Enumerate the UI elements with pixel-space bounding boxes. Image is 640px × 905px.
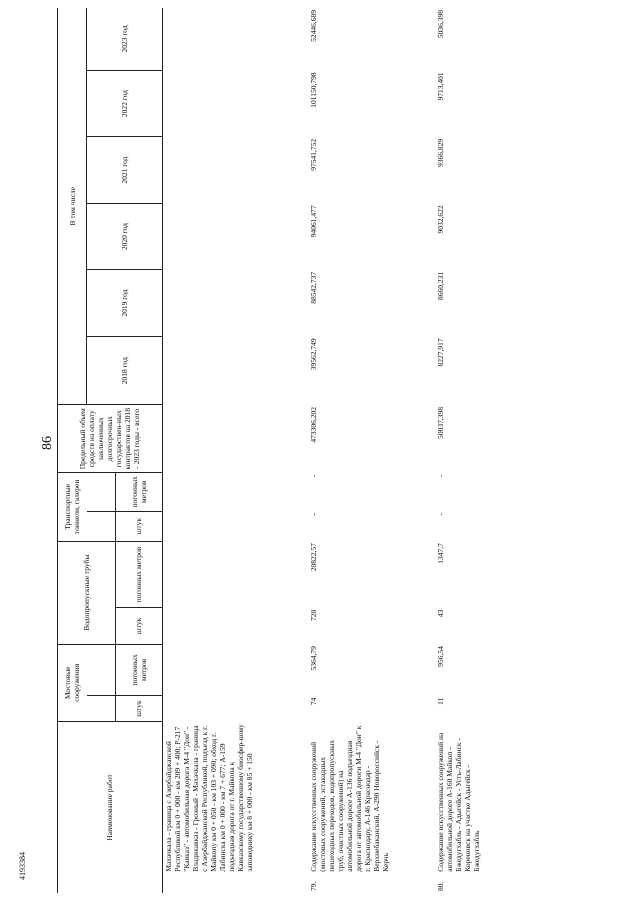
cell-2021: 97541,752: [308, 138, 318, 171]
header-year-2019: 2019 год: [87, 270, 163, 337]
cell-2019: [162, 270, 308, 337]
table-row: [308, 8, 435, 893]
cell-tunnels-lm: -: [435, 474, 445, 478]
cell-2020: 94061,477: [308, 205, 318, 238]
header-incl: В том числе: [58, 8, 87, 405]
header-year-2020: 2020 год: [87, 203, 163, 270]
cell-2021: 9366,829: [435, 138, 445, 167]
page-number: 86: [40, 436, 55, 450]
cell-2022: [162, 70, 308, 137]
cell-2018: 39562,749: [308, 338, 318, 371]
header-culverts: Водопропускные трубы: [58, 541, 116, 644]
cell-total: 50037,398: [435, 406, 445, 439]
header-bridges-lm: погонных метров: [115, 644, 162, 696]
cell-culverts-lm: [162, 541, 308, 608]
header-tunnels-pcs: штук: [115, 511, 162, 541]
header-name-col: Наименование работ: [58, 721, 163, 893]
cell-2021: [162, 137, 308, 204]
cell-2018: [162, 336, 308, 405]
cell-2023: [162, 8, 308, 70]
table-row: [162, 8, 308, 893]
cell-bridges-pcs: 74: [308, 697, 318, 706]
cell-bridges-pcs: 11: [435, 697, 445, 705]
header-tunnels-lm: погонных метров: [115, 473, 162, 512]
header-year-2021: 2021 год: [87, 137, 163, 204]
cell-culverts-pcs: [162, 608, 308, 644]
cell-2022: 9713,401: [435, 72, 445, 101]
header-tunnels: Транспортные тоннели, галереи: [58, 473, 87, 542]
row-name: Содержание искусственных сооружений на автомобильной дороге А-160 Майкоп - Бжедугхабль - Адыгейск - Усть-Лабинск - Кореновск на участке Адыгейск - Бжедугхабль: [435, 732, 481, 872]
header-bridges-pcs: штук: [115, 696, 162, 722]
header-bridges: Мостовые сооружения: [58, 644, 87, 721]
cell-2019: 88542,737: [308, 271, 318, 304]
header-year-2023: 2023 год: [87, 8, 163, 70]
cell-tunnels-pcs: [162, 511, 308, 541]
cell-bridges-lm: 956,54: [435, 646, 445, 667]
cell-culverts-lm: 1347,7: [435, 543, 445, 564]
row-number: [162, 874, 308, 893]
row-name: Содержание искусственных сооружений (мостовых сооружений, эстакадных пешеходных переходов, водопропускных труб, очистных сооружений) на автомобильной дороге А-136 подъездная дорога от автомобильной дороги М-4 "Дон" к г. Краснодару, А-146 Краснодар - Верхнебаканский, А-290 Новороссийск - Керчь: [308, 725, 390, 872]
cell-culverts-lm: 20822,57: [308, 543, 318, 572]
works-table: [57, 8, 522, 893]
header-culverts-lm: погонных метров: [115, 541, 162, 608]
cell-tunnels-lm: -: [308, 474, 318, 478]
row-number: 80.: [435, 881, 445, 891]
cell-2022: 101150,798: [308, 72, 318, 108]
cell-2020: 9032,622: [435, 205, 445, 234]
table-row: [435, 8, 522, 893]
header-year-2022: 2022 год: [87, 70, 163, 137]
cell-bridges-lm: 5364,79: [308, 646, 318, 671]
document-id: 4193384: [18, 852, 27, 880]
header-culverts-pcs: штук: [115, 608, 162, 644]
cell-2018: 8227,917: [435, 338, 445, 367]
cell-culverts-pcs: 728: [308, 609, 318, 621]
cell-total: 473306,202: [308, 406, 318, 443]
cell-tunnels-lm: [162, 473, 308, 512]
cell-bridges-lm: [162, 644, 308, 696]
cell-culverts-pcs: 43: [435, 609, 445, 618]
cell-total: [162, 405, 308, 473]
cell-2023: 5036,398: [435, 10, 445, 39]
cell-bridges-pcs: [162, 696, 308, 722]
row-name: Махачкала - граница с Азербайджанской Республикой км 0 + 000 - км 209 + 400; Р-217 "Кавказ" - автомобильная дорога М-4 "Дон" - Владикавказ - Грозный - Махачкала - граница с Азербайджанской Республикой, подъезд к г. Майкопу км 0 + 050 - км 103 + 090; обход г. Лабинска км 0 + 000 - км 7 + 677; А-159 подъездная дорога от г. Майкопа к Кавказскому государственному биосфер-ному заповеднику км 8 + 000 - км 85 + 150: [163, 724, 254, 872]
cell-2020: [162, 203, 308, 270]
cell-tunnels-pcs: -: [435, 513, 445, 516]
cell-2023: 52446,689: [308, 10, 318, 42]
rotated-table-container: [57, 8, 497, 893]
cell-2019: 8660,231: [435, 271, 445, 300]
row-number: 79.: [308, 881, 318, 891]
cell-tunnels-pcs: -: [308, 513, 318, 516]
header-max-volume: Предельный объем средств на оплату заключенных долгосрочных государствен-ных контрактов на 2018 - 2023 годы - всего: [58, 405, 163, 473]
header-year-2018: 2018 год: [87, 336, 163, 405]
header-row-1: [58, 8, 87, 893]
